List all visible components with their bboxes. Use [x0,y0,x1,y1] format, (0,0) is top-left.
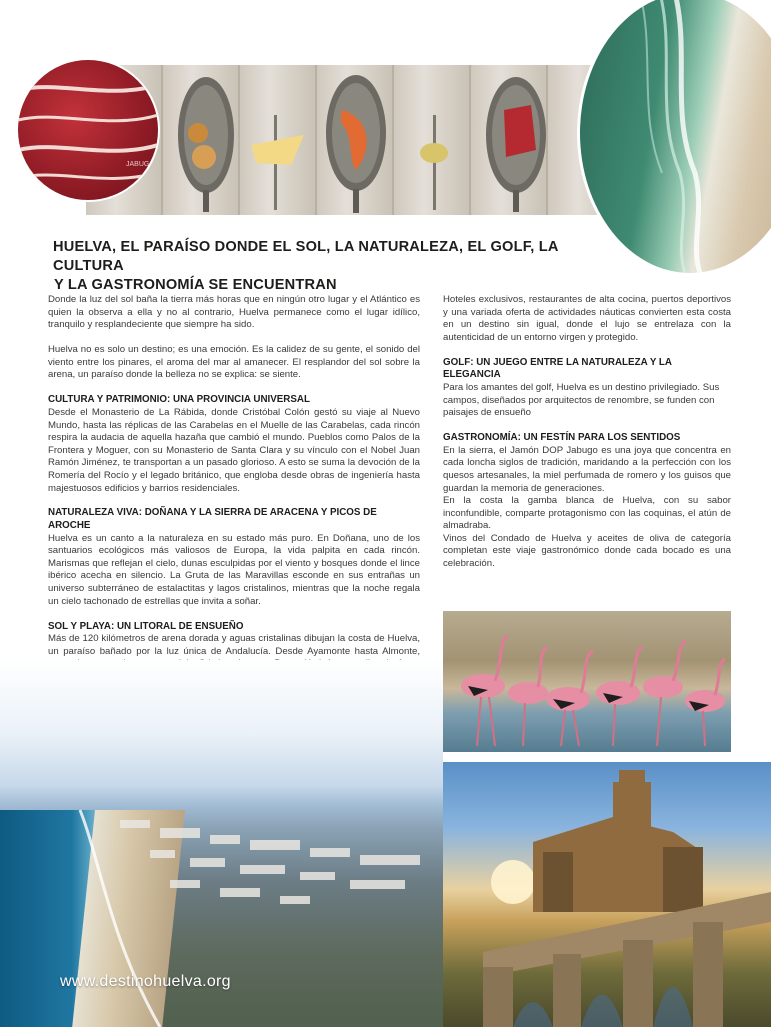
food-spoons-photo [86,65,626,215]
section-title-playa: SOL Y PLAYA: UN LITORAL DE ENSUEÑO [48,620,244,632]
castle-illustration [443,762,771,1027]
headline-line-1: HUELVA, EL PARAÍSO DONDE EL SOL, LA NATURALEZA, EL GOLF, LA CULTURA [53,239,559,274]
section-body-cultura: Desde el Monasterio de La Rábida, donde Cristóbal Colón gestó su viaje al Nuevo Mundo, hasta las réplicas de las Carabelas en el Muelle de las Carabelas, cada rincón respira la audacia de aquella hazaña que cambió el mundo. Pueblos como Palos de la Frontera y Moguer, con su Monasterio de Santa Clara y su vínculo con el Nobel Juan Ramón Jiménez, te transportan a un pasado glorioso. A esto se suma la devoción de la Romería del Rocío y el legado británico, que engloba desde obras de ingeniería hasta majestuosos edificios y barrios residenciales. [48,406,420,494]
beach-aerial-photo [0,660,443,1027]
right-intro-paragraph: Hoteles exclusivos, restaurantes de alta cocina, puertos deportivos y una variada oferta de actividades náuticas convierten esta costa en un destino sin igual, donde el lujo se entrelaza con la autenticidad de un entorno virgen y protegido. [443,294,731,343]
right-column [443,294,731,571]
intro-paragraph-1: Donde la luz del sol baña la tierra más horas que en ningún otro lugar y el Atlántico es quien la observa a ella y no al contrario, Huelva permanece como el lugar idílico, tranquilo y resplandeciente que siempre ha sido. [48,294,420,331]
section-body-playa: Más de 120 kilómetros de arena dorada y aguas cristalinas dibujan la costa de Huelva, un paraíso bañado por la luz única de Andalucía. Desde Ayamonte hasta Almonte, [48,633,420,657]
section-title-golf: GOLF: UN JUEGO ENTRE LA NATURALEZA Y LA ELEGANCIA [443,356,672,381]
headline-line-2: Y LA GASTRONOMÍA SE ENCUENTRAN [54,277,337,293]
section-title-cultura: CULTURA Y PATRIMONIO: UNA PROVINCIA UNIVERSAL [48,394,310,406]
section-body-gastronomia-2: En la costa la gamba blanca de Huelva, con su sabor inconfundible, comparte protagonismo con las coquinas, el atún de almadraba. [443,495,731,532]
section-title-gastronomia: GASTRONOMÍA: UN FESTÍN PARA LOS SENTIDOS [443,432,681,444]
section-title-naturaleza: NATURALEZA VIVA: DOÑANA Y LA SIERRA DE ARACENA Y PICOS DE AROCHE [48,507,377,532]
spoons-illustration [86,65,626,215]
section-body-gastronomia-1: En la sierra, el Jamón DOP Jabugo es una joya que concentra en cada loncha siglos de tradición, maridando a la perfección con los quesos artesanales, la miel perfumada de romero y los guisos que guardan la memoria de generaciones. [443,444,731,494]
flamingos-illustration [443,611,731,752]
section-body-gastronomia-3: Vinos del Condado de Huelva y aceites de oliva de categoría completan este viaje gastronómico donde cada bocado es una celebración. [443,532,731,570]
website-url[interactable]: www.destinohuelva.org [60,973,231,990]
intro-paragraph-2: Huelva no es solo un destino; es una emoción. Es la calidez de su gente, el sonido del viento entre los pinares, el aroma del mar al amanecer. El resplandor del sol sobre la arena, un paraíso donde la belleza no se explica: se siente. [48,344,420,381]
flamingos-photo [443,611,731,752]
article-headline [53,238,613,295]
coast-aerial-photo [577,0,771,276]
section-body-naturaleza: Huelva es un canto a la naturaleza en su estado más puro. En Doñana, uno de los santuarios ecológicos más valiosos de Europa, la vida palpita en cada rincón. Marismas que reflejan el cielo, dunas esculpidas por el viento y bosques donde el lince ibérico acecha en silencio. La Gruta de las Maravillas esconde en sus entrañas un universo subterráneo de estalactitas y lagos cristalinos, mientras que la noche regala un cielo tachonado de estrellas que invita a soñar. [48,532,420,607]
castle-bridge-photo [443,762,771,1027]
town-illustration [0,660,443,1027]
spoon-brand-label: JABUGO [126,161,155,168]
left-column [48,294,420,696]
jamon-photo [16,58,160,202]
section-body-golf: Para los amantes del golf, Huelva es un destino privilegiado. Sus campos, diseñados por arquitectos de renombre, se funden con paisajes de ensueño [443,381,720,419]
waves-illustration [580,0,771,273]
jamon-illustration [18,60,158,200]
